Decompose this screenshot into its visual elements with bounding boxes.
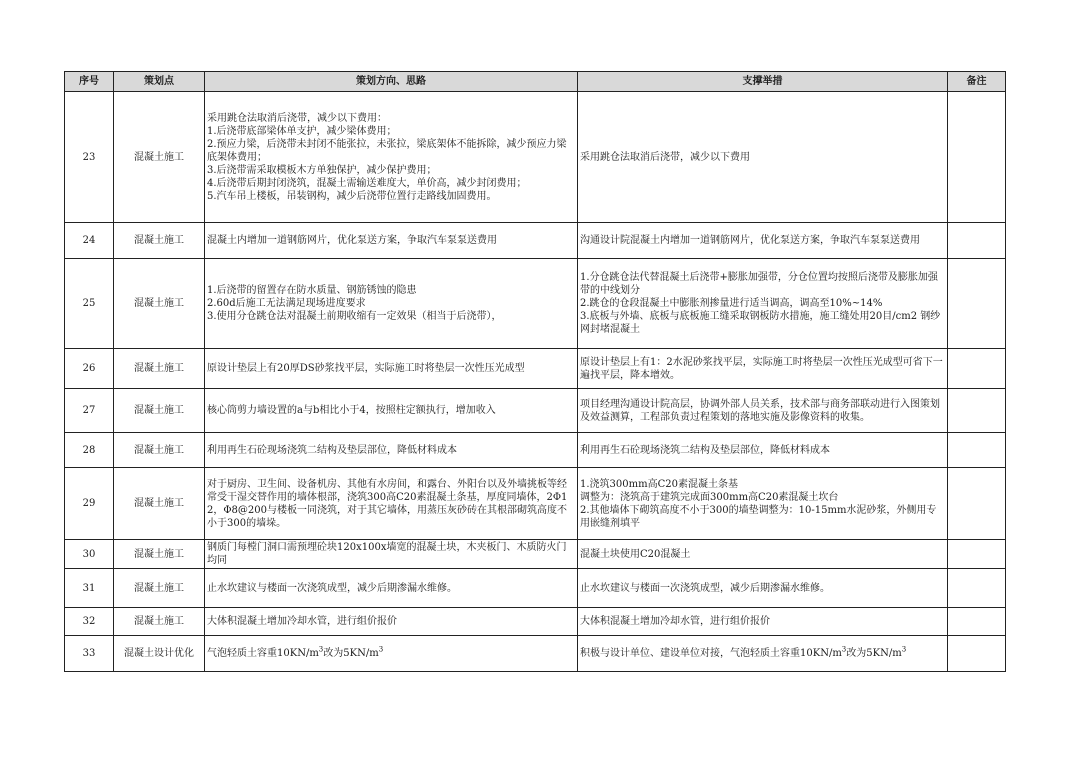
row-measures [578,636,948,672]
table-row [65,540,1006,569]
row-index: 33 [65,636,114,672]
row-direction [205,349,578,389]
measure-text: 改为5KN/m [846,648,902,659]
row-measures [578,569,948,608]
table-row [65,468,1006,540]
header-remarks: 备注 [948,72,1006,92]
header-index: 序号 [65,72,114,92]
row-direction [205,636,578,672]
row-remarks [948,569,1006,608]
row-measures [578,223,948,259]
row-index: 29 [65,468,114,540]
measure-line: 沟通设计院混凝土内增加一道钢筋网片，优化泵送方案，争取汽车泵泵送费用 [580,235,920,246]
measure-line: 调整为：浇筑高于建筑完成面300mm高C20素混凝土坎台 [580,491,839,503]
row-direction [205,259,578,349]
table-row [65,569,1006,608]
direction-line: 止水坎建议与楼面一次浇筑成型，减少后期渗漏水维修。 [207,582,457,594]
row-measures [578,608,948,636]
measure-line: 2.跳仓的仓段混凝土中膨胀剂掺量进行适当调高，调高至10%~14% [580,298,883,309]
measure-line: 混凝土块使用C20混凝土 [580,548,691,560]
row-remarks [948,92,1006,223]
header-point: 策划点 [114,72,205,92]
row-index: 23 [65,92,114,223]
direction-line: 核心筒剪力墙设置的a与b相比小于4，按照柱定额执行，增加收入 [207,405,496,416]
direction-line: 对于厨房、卫生间、设备机房、其他有水房间，和露台、外阳台以及外墙挑板等经常受干湿交替作用的墙体根部，浇筑300高C20素混凝土条基，厚度同墙体，2Φ12，Φ8@200与楼板一同浇筑，对于其它墙体，用蒸压灰砂砖在其根部砌筑高度不小于300的墙垛。 [207,478,568,529]
row-remarks [948,223,1006,259]
direction-line: 利用再生石砼现场浇筑二结构及垫层部位，降低材料成本 [207,444,457,456]
row-index: 25 [65,259,114,349]
superscript: 3 [841,645,847,654]
row-point: 混凝土施工 [114,92,205,223]
row-remarks [948,636,1006,672]
sheet [64,71,1006,672]
direction-line: 钢质门每樘门洞口需预埋砼块120x100x墙宽的混凝土块，木夹板门、木质防火门均同 [207,542,567,566]
row-point: 混凝土施工 [114,259,205,349]
measure-line: 项目经理沟通设计院高层，协调外部人员关系，技术部与商务部联动进行入图策划及效益测算，工程部负责过程策划的落地实施及影像资料的收集。 [580,398,940,423]
row-remarks [948,349,1006,389]
row-point: 混凝土施工 [114,468,205,540]
table-row [65,389,1006,433]
row-point: 混凝土施工 [114,223,205,259]
row-measures [578,349,948,389]
direction-line: 3.后浇带需采取模板木方单独保护，减少保护费用； [207,164,437,176]
header-measures: 支撑举措 [578,72,948,92]
row-direction [205,433,578,468]
row-direction [205,569,578,608]
table-row [65,223,1006,259]
table-row [65,259,1006,349]
table-row [65,92,1006,223]
direction-text: 气泡轻质土容重10KN/m [207,648,319,659]
header-row [65,72,1006,92]
direction-line: 采用跳仓法取消后浇带，减少以下费用： [207,112,387,124]
direction-line: 5.汽车吊上楼板，吊装钢构，减少后浇带位置行走路线加固费用。 [207,190,497,202]
row-index: 30 [65,540,114,569]
row-direction [205,389,578,433]
direction-line: 原设计垫层上有20厚DS砂浆找平层，实际施工时将垫层一次性压光成型 [207,363,525,374]
row-direction [205,92,578,223]
row-index: 27 [65,389,114,433]
table-row [65,349,1006,389]
direction-line: 2.预应力梁，后浇带未封闭不能张拉，未张拉，梁底架体不能拆除，减少预应力梁底架体费用； [207,138,567,163]
measure-line: 原设计垫层上有1：2水泥砂浆找平层，实际施工时将垫层一次性压光成型可省下一遍找平层，降本增效。 [580,356,943,381]
row-measures [578,259,948,349]
planning-table [64,71,1006,672]
measure-line: 3.底板与外墙、底板与底板施工缝采取钢板防水措施，施工缝处用20目/cm2 钢纱网封堵混凝土 [580,311,941,335]
direction-line: 混凝土内增加一道钢筋网片，优化泵送方案，争取汽车泵泵送费用 [207,235,497,246]
direction-line: 大体积混凝土增加冷却水管，进行组价报价 [207,616,397,627]
superscript: 3 [901,645,907,654]
direction-line: 4.后浇带后期封闭浇筑，混凝土需输送难度大，单价高，减少封闭费用； [207,177,527,189]
direction-text: 改为5KN/m [323,648,379,659]
row-index: 28 [65,433,114,468]
table-row [65,608,1006,636]
measure-line: 2.其他墙体下砌筑高度不小于300的墙垫调整为：10-15mm水泥砂浆，外侧用专用嵌缝剂填平 [580,504,937,529]
row-direction [205,223,578,259]
row-point: 混凝土施工 [114,540,205,569]
direction-line: 1.后浇带底部梁体单支护，减少梁体费用； [207,125,397,137]
row-remarks [948,468,1006,540]
measure-line: 1.分仓跳仓法代替混凝土后浇带+膨胀加强带，分仓位置均按照后浇带及膨胀加强带的中线划分 [580,272,938,296]
row-remarks [948,433,1006,468]
measure-line: 大体积混凝土增加冷却水管，进行组价报价 [580,616,770,627]
direction-line: 2.60d后施工无法满足现场进度要求 [207,298,366,309]
row-direction [205,468,578,540]
row-measures [578,389,948,433]
row-point: 混凝土设计优化 [114,636,205,672]
row-remarks [948,608,1006,636]
row-remarks [948,540,1006,569]
row-point: 混凝土施工 [114,608,205,636]
row-point: 混凝土施工 [114,569,205,608]
row-point: 混凝土施工 [114,389,205,433]
row-index: 26 [65,349,114,389]
row-measures [578,468,948,540]
row-remarks [948,389,1006,433]
measure-line: 1.浇筑300mm高C20素混凝土条基 [580,478,738,490]
row-measures [578,92,948,223]
measure-line: 利用再生石砼现场浇筑二结构及垫层部位，降低材料成本 [580,444,830,456]
superscript: 3 [318,645,324,654]
row-index: 24 [65,223,114,259]
measure-line: 止水坎建议与楼面一次浇筑成型，减少后期渗漏水维修。 [580,582,830,594]
direction-line: 1.后浇带的留置存在防水质量、钢筋锈蚀的隐患 [207,285,417,296]
row-direction [205,608,578,636]
direction-line: 3.使用分仓跳仓法对混凝土前期收缩有一定效果（相当于后浇带）， [207,311,502,322]
header-direction: 策划方向、思路 [205,72,578,92]
table-row [65,433,1006,468]
superscript: 3 [378,645,384,654]
row-index: 32 [65,608,114,636]
table-row [65,636,1006,672]
row-measures [578,540,948,569]
row-index: 31 [65,569,114,608]
measure-text: 积极与设计单位、建设单位对接，气泡轻质土容重10KN/m [580,648,842,659]
measure-line: 采用跳仓法取消后浇带，减少以下费用 [580,151,750,163]
row-remarks [948,259,1006,349]
row-direction [205,540,578,569]
row-point: 混凝土施工 [114,433,205,468]
row-measures [578,433,948,468]
row-point: 混凝土施工 [114,349,205,389]
